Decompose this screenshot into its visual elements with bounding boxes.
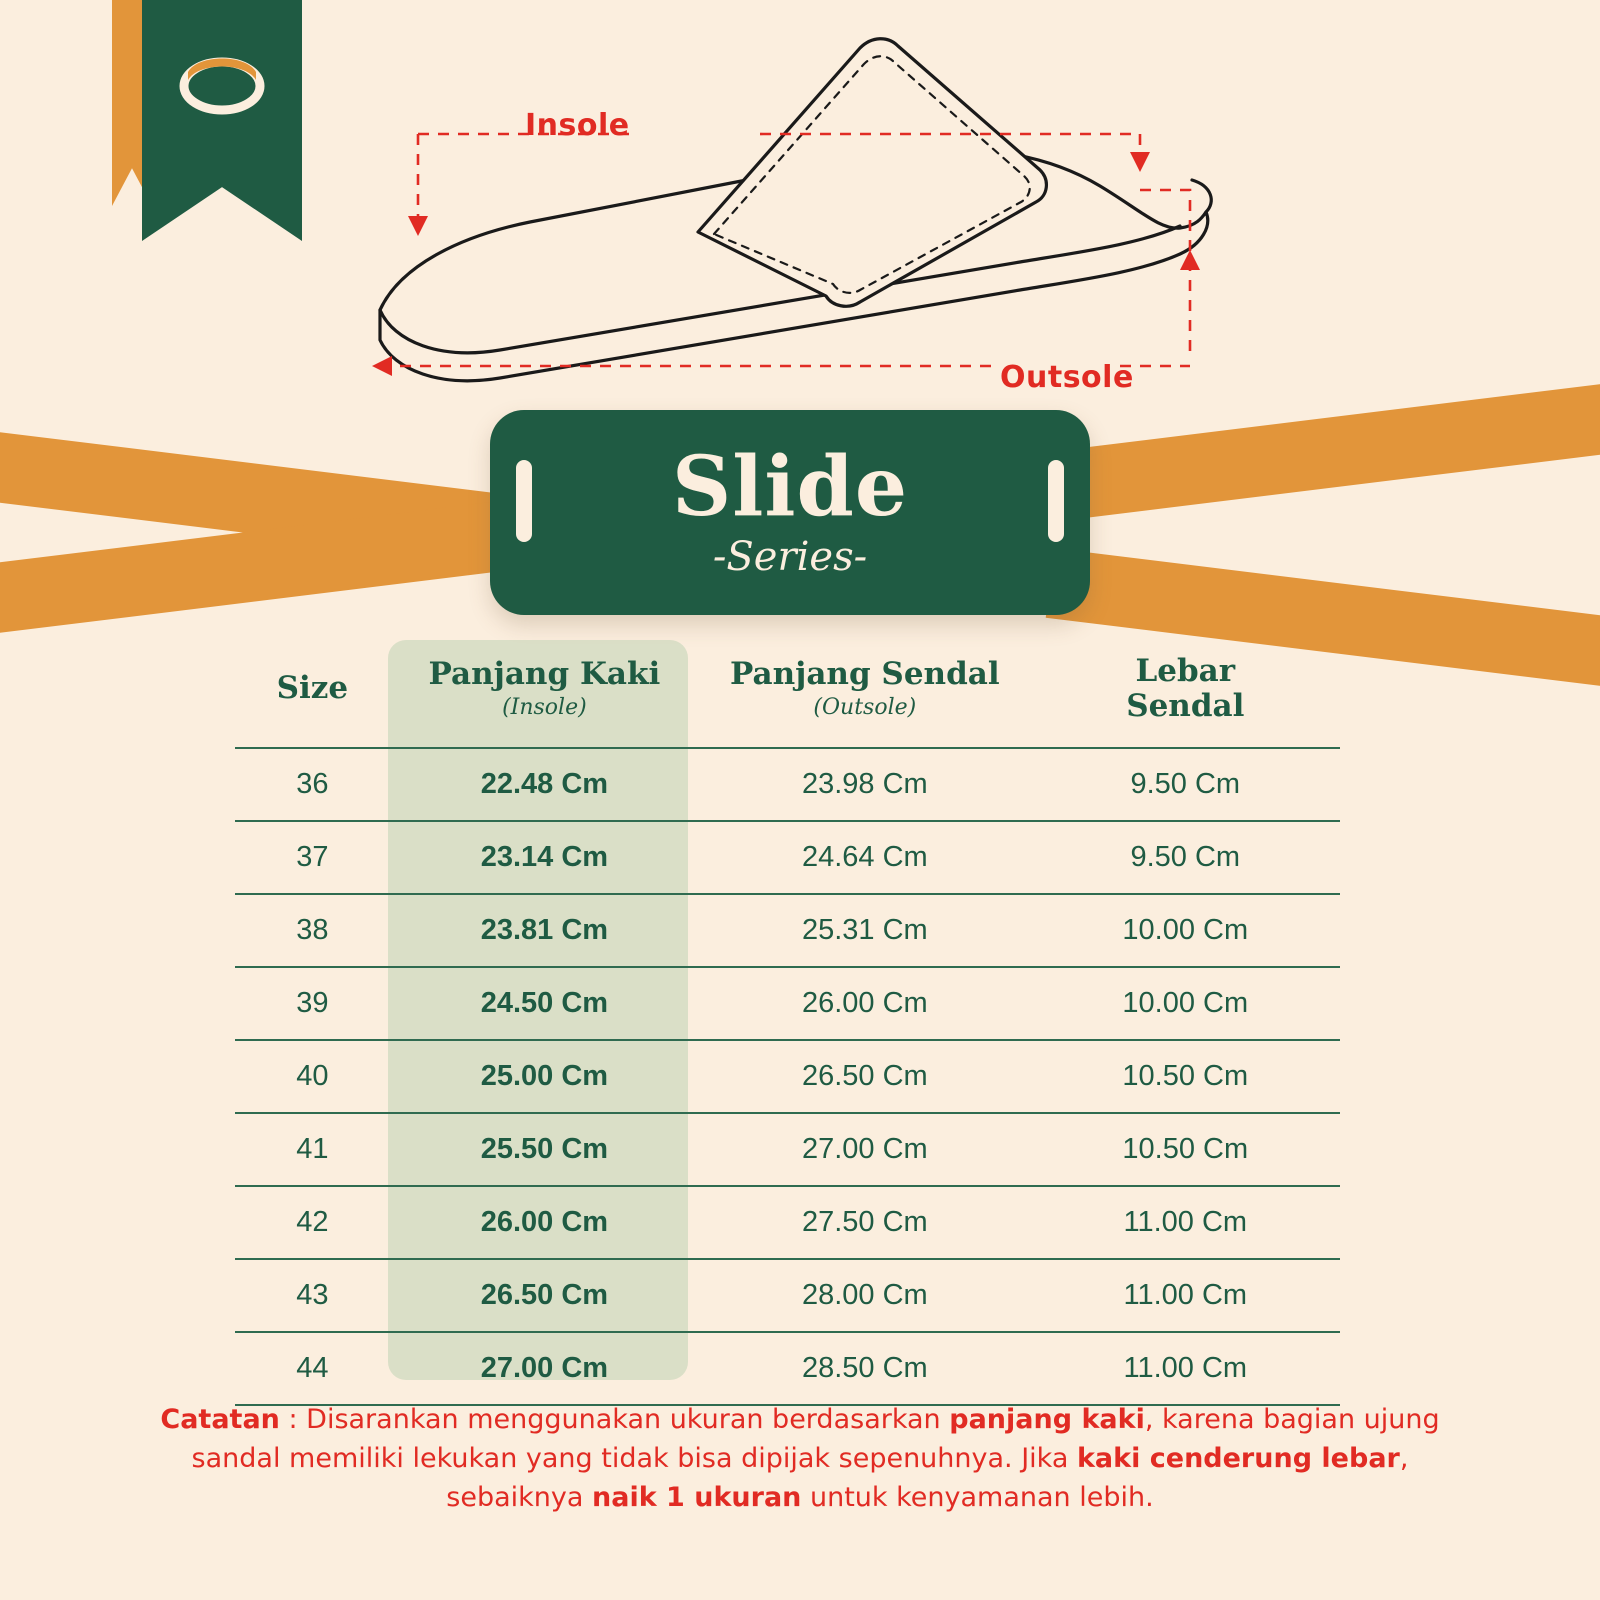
cell-size: 41: [235, 1113, 390, 1186]
ring-logo-icon: [172, 46, 272, 122]
column-header-outsole: [699, 640, 1031, 748]
cell-width: 10.00 Cm: [1031, 967, 1340, 1040]
size-chart: [235, 640, 1340, 1406]
column-header-size: Size: [276, 670, 349, 707]
cell-size: 37: [235, 821, 390, 894]
cell-size: 36: [235, 748, 390, 821]
cell-outsole: 26.50 Cm: [699, 1040, 1031, 1113]
note-label: Catatan: [160, 1404, 280, 1435]
table-row: [235, 1186, 1340, 1259]
table-row: [235, 748, 1340, 821]
tag-title: Slide: [671, 438, 909, 535]
cell-outsole: 25.31 Cm: [699, 894, 1031, 967]
cell-width: 10.00 Cm: [1031, 894, 1340, 967]
table-row: [235, 1259, 1340, 1332]
cell-insole: 27.00 Cm: [390, 1332, 699, 1405]
cell-width: 10.50 Cm: [1031, 1113, 1340, 1186]
cell-insole: 26.00 Cm: [390, 1186, 699, 1259]
cell-width: 9.50 Cm: [1031, 821, 1340, 894]
cell-insole: 23.14 Cm: [390, 821, 699, 894]
cell-size: 39: [235, 967, 390, 1040]
cell-width: 10.50 Cm: [1031, 1040, 1340, 1113]
cell-outsole: 24.64 Cm: [699, 821, 1031, 894]
note-bold2: kaki cenderung lebar: [1076, 1443, 1400, 1475]
series-tag: [490, 410, 1090, 615]
note-bold3: naik 1 ukuran: [592, 1482, 802, 1514]
cell-outsole: 27.50 Cm: [699, 1186, 1031, 1259]
table-row: [235, 821, 1340, 894]
cell-outsole: 27.00 Cm: [699, 1113, 1031, 1186]
table-row: [235, 1113, 1340, 1186]
cell-width: 11.00 Cm: [1031, 1186, 1340, 1259]
note-text: [150, 1400, 1450, 1517]
cell-size: 42: [235, 1186, 390, 1259]
tag-hole-right: [1048, 460, 1064, 542]
slipper-illustration: [340, 30, 1240, 420]
column-header-width-line2: Sendal: [1126, 687, 1245, 724]
cell-outsole: 23.98 Cm: [699, 748, 1031, 821]
tag-hole-left: [516, 460, 532, 542]
note-part1: : Disarankan menggunakan ukuran berdasarkan: [279, 1404, 950, 1435]
brand-ribbon: [100, 0, 320, 256]
note-part4: untuk kenyamanan lebih.: [801, 1482, 1154, 1514]
cell-size: 44: [235, 1332, 390, 1405]
cell-insole: 22.48 Cm: [390, 748, 699, 821]
cell-width: 11.00 Cm: [1031, 1332, 1340, 1405]
note-bold1: panjang kaki: [949, 1404, 1145, 1435]
column-header-width: [1031, 640, 1340, 748]
cell-insole: 25.00 Cm: [390, 1040, 699, 1113]
cell-width: 9.50 Cm: [1031, 748, 1340, 821]
table-row: [235, 967, 1340, 1040]
table-row: [235, 894, 1340, 967]
table-header-row: [235, 640, 1340, 748]
cell-outsole: 28.00 Cm: [699, 1259, 1031, 1332]
cell-outsole: 28.50 Cm: [699, 1332, 1031, 1405]
cell-width: 11.00 Cm: [1031, 1259, 1340, 1332]
note-part2: , karena bagian ujung sandal memiliki lekukan yang tidak bisa dipijak sepenuhnya. Jika: [191, 1404, 1440, 1475]
column-header-insole-sub: (Insole): [502, 694, 587, 720]
outsole-label: Outsole: [1000, 360, 1134, 395]
table-row: [235, 1332, 1340, 1405]
cell-insole: 23.81 Cm: [390, 894, 699, 967]
cell-size: 40: [235, 1040, 390, 1113]
column-header-width-line1: Lebar: [1135, 653, 1236, 689]
cell-size: 38: [235, 894, 390, 967]
table-row: [235, 1040, 1340, 1113]
cell-insole: 24.50 Cm: [390, 967, 699, 1040]
column-header-insole-label: Panjang Kaki: [428, 656, 661, 693]
cell-size: 43: [235, 1259, 390, 1332]
note-part3: , sebaiknya: [446, 1443, 1409, 1514]
cell-outsole: 26.00 Cm: [699, 967, 1031, 1040]
cell-insole: 25.50 Cm: [390, 1113, 699, 1186]
size-table: [235, 640, 1340, 1406]
insole-label: Insole: [525, 108, 630, 143]
column-header-outsole-label: Panjang Sendal: [730, 656, 1000, 693]
tag-subtitle: -Series-: [712, 533, 868, 580]
column-header-outsole-sub: (Outsole): [813, 694, 917, 720]
cell-insole: 26.50 Cm: [390, 1259, 699, 1332]
column-header-insole: [390, 640, 699, 748]
